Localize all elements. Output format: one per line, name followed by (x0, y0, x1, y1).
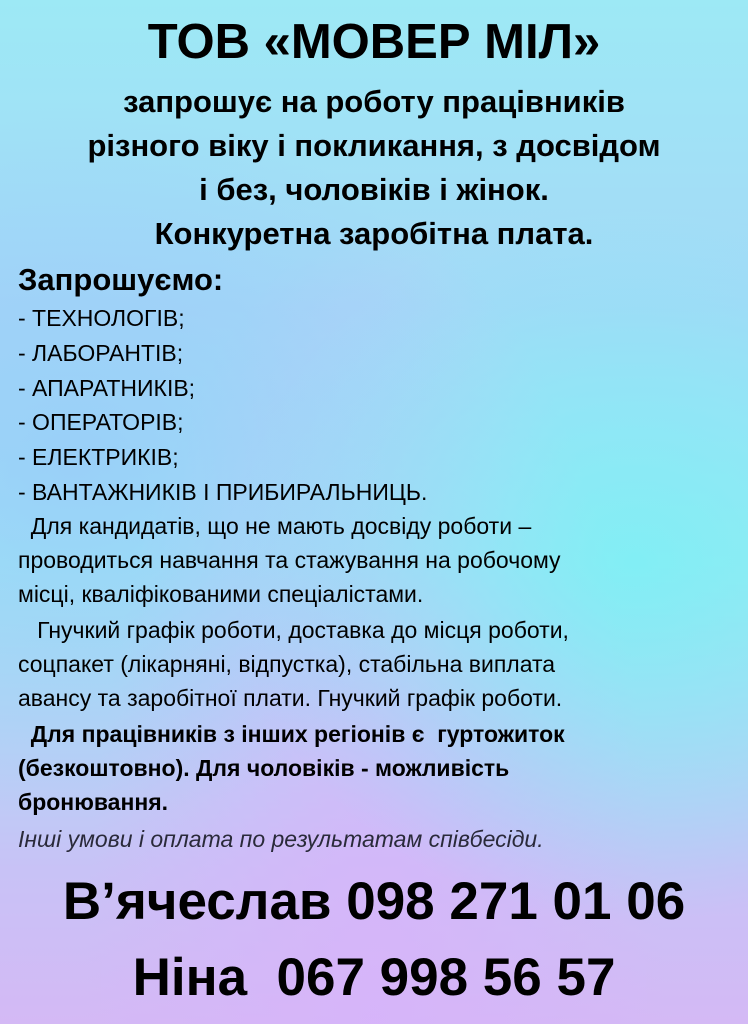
intro-block (0, 80, 748, 256)
position-item: - ОПЕРАТОРІВ; (18, 409, 184, 436)
paragraph-line: Для працівників з інших регіонів є гуртожиток (18, 721, 565, 747)
paragraph-line: проводиться навчання та стажування на робочому (18, 547, 561, 573)
position-item: - ТЕХНОЛОГІВ; (18, 305, 185, 331)
paragraph-line: бронювання. (18, 789, 169, 815)
paragraph-line: Інші умови і оплата по результатам співбесіди. (18, 826, 544, 852)
training-paragraph (18, 509, 561, 611)
salary-line: Конкуретна заробітна плата. (154, 216, 594, 251)
paragraph-line: Гнучкий графік роботи, доставка до місця роботи, (18, 617, 569, 643)
position-item: - АПАРАТНИКІВ; (18, 374, 196, 401)
position-item: - ЛАБОРАНТІВ; (18, 339, 184, 366)
paragraph-line: місці, кваліфікованими спеціалістами. (18, 581, 424, 607)
company-title: ТОВ «МОВЕР МІЛ» (147, 15, 601, 69)
conditions-note (18, 822, 544, 856)
benefits-paragraph (18, 613, 569, 715)
intro-line: різного віку і покликання, з досвідом (87, 128, 661, 163)
paragraph-line: (безкоштовно). Для чоловіків - можливість (18, 755, 510, 781)
position-item: - ЕЛЕКТРИКІВ; (18, 444, 179, 471)
contact-phone: В’ячеслав 098 271 01 06 (62, 872, 686, 931)
housing-paragraph (18, 717, 565, 819)
position-item: - ВАНТАЖНИКІВ І ПРИБИРАЛЬНИЦЬ. (18, 478, 428, 505)
paragraph-line: Для кандидатів, що не мають досвіду роботи – (18, 513, 532, 539)
contact-phone: Ніна 067 998 56 57 (132, 948, 616, 1007)
contacts-block (0, 864, 748, 1016)
intro-line: запрошує на роботу працівників (123, 84, 625, 119)
paragraph-line: авансу та заробітної плати. Гнучкий графік роботи. (18, 685, 563, 711)
paragraph-line: соцпакет (лікарняні, відпустка), стабільна виплата (18, 651, 556, 677)
invite-heading: Запрошуємо: (18, 262, 224, 297)
intro-line: і без, чоловіків і жінок. (199, 172, 549, 207)
positions-list (18, 301, 427, 510)
